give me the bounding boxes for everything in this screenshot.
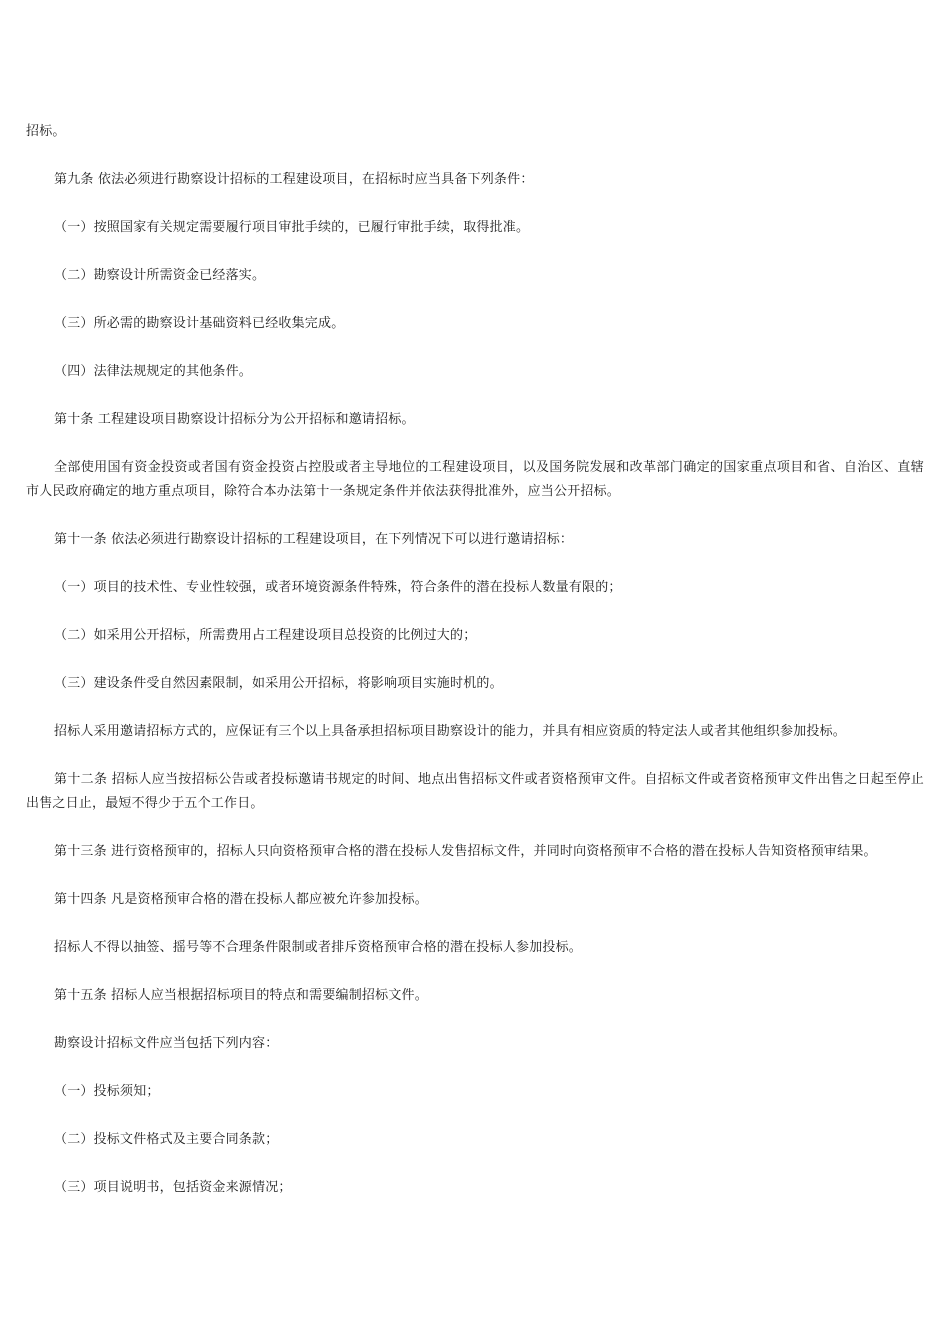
paragraph-article-9: 第九条 依法必须进行勘察设计招标的工程建设项目，在招标时应当具备下列条件：: [54, 172, 534, 187]
paragraph-article-9-item-2: （二）勘察设计所需资金已经落实。: [54, 268, 266, 283]
paragraph-article-15-item-2: （二）投标文件格式及主要合同条款；: [54, 1132, 279, 1147]
paragraph-article-11: 第十一条 依法必须进行勘察设计招标的工程建设项目，在下列情况下可以进行邀请招标：: [54, 532, 574, 547]
paragraph-article-9-item-3: （三）所必需的勘察设计基础资料已经收集完成。: [54, 316, 345, 331]
paragraph-continuation: 招标。: [26, 124, 66, 139]
paragraph-article-9-item-1: （一）按照国家有关规定需要履行项目审批手续的，已履行审批手续，取得批准。: [54, 220, 530, 235]
paragraph-article-15-item-1: （一）投标须知；: [54, 1084, 160, 1099]
paragraph-article-15-detail: 勘察设计招标文件应当包括下列内容：: [54, 1036, 279, 1051]
paragraph-article-11-item-2: （二）如采用公开招标，所需费用占工程建设项目总投资的比例过大的；: [54, 628, 477, 643]
paragraph-article-10: 第十条 工程建设项目勘察设计招标分为公开招标和邀请招标。: [54, 412, 415, 427]
paragraph-article-14-detail: 招标人不得以抽签、摇号等不合理条件限制或者排斥资格预审合格的潜在投标人参加投标。: [54, 940, 583, 955]
paragraph-article-14: 第十四条 凡是资格预审合格的潜在投标人都应被允许参加投标。: [54, 892, 428, 907]
paragraph-article-15: 第十五条 招标人应当根据招标项目的特点和需要编制招标文件。: [54, 988, 428, 1003]
paragraph-article-11-item-3: （三）建设条件受自然因素限制，如采用公开招标，将影响项目实施时机的。: [54, 676, 503, 691]
paragraph-article-11-item-1: （一）项目的技术性、专业性较强，或者环境资源条件特殊，符合条件的潜在投标人数量有限的；: [54, 580, 622, 595]
paragraph-article-12: 第十二条 招标人应当按招标公告或者投标邀请书规定的时间、地点出售招标文件或者资格预审文件。自招标文件或者资格预审文件出售之日起至停止出售之日止，最短不得少于五个工作日。: [26, 772, 924, 811]
document-body: [26, 120, 924, 1200]
paragraph-article-15-item-3: （三）项目说明书，包括资金来源情况；: [54, 1180, 292, 1195]
paragraph-article-9-item-4: （四）法律法规规定的其他条件。: [54, 364, 253, 379]
paragraph-article-13: 第十三条 进行资格预审的，招标人只向资格预审合格的潜在投标人发售招标文件，并同时向资格预审不合格的潜在投标人告知资格预审结果。: [54, 844, 877, 859]
paragraph-article-11-detail: 招标人采用邀请招标方式的，应保证有三个以上具备承担招标项目勘察设计的能力，并具有相应资质的特定法人或者其他组织参加投标。: [54, 724, 847, 739]
paragraph-article-10-detail: 全部使用国有资金投资或者国有资金投资占控股或者主导地位的工程建设项目，以及国务院发展和改革部门确定的国家重点项目和省、自治区、直辖市人民政府确定的地方重点项目，除符合本办法第十一条规定条件并依法获得批准外，应当公开招标。: [26, 460, 924, 499]
